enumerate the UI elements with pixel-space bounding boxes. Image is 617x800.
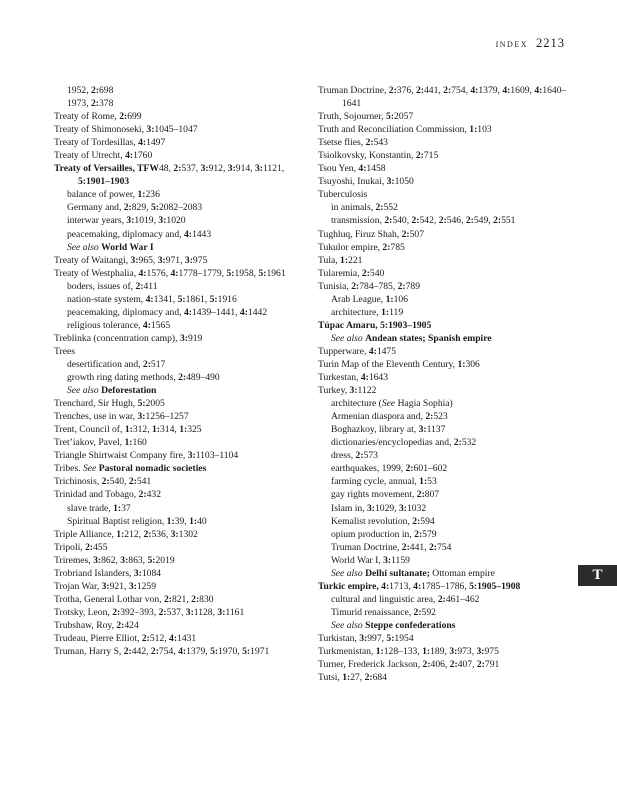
index-subentry: boders, issues of, 2:411 (67, 280, 158, 292)
index-entry: Trobriand Islanders, 3:1084 (54, 567, 162, 579)
index-entry: Truman Doctrine, 2:376, 2:441, 2:754, 4:1379, 4:1609, 4:1640–1641 (318, 85, 567, 110)
index-entry: Turkey, 3:1122 (318, 385, 377, 397)
index-entry: Trubshaw, Roy, 2:424 (54, 619, 139, 631)
index-entry: Tripoli, 2:455 (54, 541, 108, 553)
index-subentry: Armenian diaspora and, 2:523 (331, 411, 448, 423)
index-entry: Tula, 1:221 (318, 254, 363, 266)
index-entry: Túpac Amaru, 5:1903–1905 (318, 319, 432, 331)
index-subentry: 1952, 2:698 (67, 85, 114, 96)
index-subentry: Truman Doctrine, 2:441, 2:754 (331, 541, 452, 553)
index-entry: Trichinosis, 2:540, 2:541 (54, 476, 152, 488)
index-entry: Treaty of Rome, 2:699 (54, 111, 142, 123)
index-entry: Trojan War, 3:921, 3:1259 (54, 580, 156, 592)
index-subentry: earthquakes, 1999, 2:601–602 (331, 463, 448, 475)
index-entry: Trenches, use in war, 3:1256–1257 (54, 411, 189, 423)
index-entry: Tsetse flies, 2:543 (318, 137, 388, 149)
index-subentry: Boghazkoy, library at, 3:1137 (331, 424, 446, 436)
index-subentry: Germany and, 2:829, 5:2082–2083 (67, 202, 203, 214)
index-subentry: gay rights movement, 2:807 (331, 489, 440, 501)
index-subentry: in animals, 2:552 (331, 202, 398, 214)
index-subentry: nation-state system, 4:1341, 5:1861, 5:1916 (67, 293, 237, 305)
header-section-word: index (495, 36, 528, 50)
index-entry: Truth and Reconciliation Commission, 1:103 (318, 124, 492, 136)
index-entry: Treaty of Utrecht, 4:1760 (54, 150, 153, 162)
index-entry: Triremes, 3:862, 3:863, 5:2019 (54, 554, 175, 566)
index-subentry: transmission, 2:540, 2:542, 2:546, 2:549, 2:551 (331, 215, 516, 227)
index-entry: Tsou Yen, 4:1458 (318, 163, 386, 175)
index-entry: Treaty of Shimonoseki, 3:1045–1047 (54, 124, 198, 136)
index-entry: Tret’iakov, Pavel, 1:160 (54, 437, 147, 449)
index-entry: Treaty of Westphalia, 4:1576, 4:1778–1779, 5:1958, 5:1961 (54, 267, 286, 279)
index-entry: Triple Alliance, 1:212, 2:536, 3:1302 (54, 528, 198, 540)
index-entry: Turkic empire, 4:1713, 4:1785–1786, 5:1905–1908 (318, 580, 521, 592)
index-entry: Truth, Sojourner, 5:2057 (318, 111, 414, 123)
index-subentry: opium production in, 2:579 (331, 528, 437, 540)
index-subentry: See also Steppe confederations (331, 619, 456, 631)
index-subentry: See also Deforestation (67, 385, 157, 397)
index-column-right (318, 84, 568, 684)
index-entry: Trinidad and Tobago, 2:432 (54, 489, 161, 501)
index-entry: Triangle Shirtwaist Company fire, 3:1103–1104 (54, 450, 239, 462)
index-entry: Turner, Frederick Jackson, 2:406, 2:407, 2:791 (318, 659, 500, 671)
index-subentry: dress, 2:573 (331, 450, 378, 462)
index-column-left (54, 84, 309, 658)
index-entry: Treaty of Versailles, TFW48, 2:537, 3:912, 3:914, 3:1121, 5:1901–1903 (54, 163, 285, 188)
index-entry: Trotha, General Lothar von, 2:821, 2:830 (54, 593, 214, 605)
index-entry: Turin Map of the Eleventh Century, 1:306 (318, 358, 480, 370)
index-entry: Tunisia, 2:784–785, 2:789 (318, 280, 421, 292)
index-subentry: peacemaking, diplomacy and, 4:1439–1441, 4:1442 (67, 306, 268, 318)
index-entry: Tsuyoshi, Inukai, 3:1050 (318, 176, 414, 188)
index-subentry: See also Andean states; Spanish empire (331, 332, 492, 344)
index-entry: Turkestan, 4:1643 (318, 372, 389, 384)
index-entry: Truman, Harry S, 2:442, 2:754, 4:1379, 5:1970, 5:1971 (54, 646, 270, 658)
index-subentry: religious tolerance, 4:1565 (67, 319, 171, 331)
index-subentry: cultural and linguistic area, 2:461–462 (331, 593, 480, 605)
index-entry: Tupperware, 4:1475 (318, 345, 396, 357)
index-entry: Tuberculosis (318, 189, 368, 201)
index-subentry: See also Delhi sultanate; Ottoman empire (331, 567, 495, 579)
index-subentry: architecture, 1:119 (331, 306, 404, 318)
index-subentry: See also World War I (67, 241, 154, 253)
index-subentry: Timurid renaissance, 2:592 (331, 606, 436, 618)
index-entry: Trotsky, Leon, 2:392–393, 2:537, 3:1128, 3:1161 (54, 606, 245, 618)
index-subentry: Spiritual Baptist religion, 1:39, 1:40 (67, 515, 207, 527)
index-subentry: World War I, 3:1159 (331, 554, 410, 566)
index-subentry: Islam in, 3:1029, 3:1032 (331, 502, 427, 514)
index-subentry: 1973, 2:378 (67, 98, 114, 110)
index-subentry: desertification and, 2:517 (67, 358, 166, 370)
index-subentry: architecture (See Hagia Sophia) (331, 398, 453, 410)
index-subentry: slave trade, 1:37 (67, 502, 131, 514)
index-subentry: balance of power, 1:236 (67, 189, 160, 201)
index-subentry: peacemaking, diplomacy and, 4:1443 (67, 228, 212, 240)
index-entry: Tribes. See Pastoral nomadic societies (54, 463, 207, 475)
index-entry: Turkistan, 3:997, 5:1954 (318, 632, 414, 644)
index-entry: Trenchard, Sir Hugh, 5:2005 (54, 398, 165, 410)
index-subentry: Arab League, 1:106 (331, 293, 408, 305)
index-entry: Turkmenistan, 1:128–133, 1:189, 3:973, 3:975 (318, 646, 499, 658)
index-entry: Tularemia, 2:540 (318, 267, 385, 279)
index-entry: Treaty of Waitangi, 3:965, 3:971, 3:975 (54, 254, 208, 266)
index-entry: Tughluq, Firuz Shah, 2:507 (318, 228, 424, 240)
thumb-tab-letter[interactable]: T (578, 565, 617, 586)
index-subentry: farming cycle, annual, 1:53 (331, 476, 437, 488)
index-entry: Trees (54, 345, 75, 357)
index-subentry: dictionaries/encyclopedias and, 2:532 (331, 437, 477, 449)
index-subentry: interwar years, 3:1019, 3:1020 (67, 215, 186, 227)
index-entry: Tsiolkovsky, Konstantin, 2:715 (318, 150, 439, 162)
index-entry: Tutsi, 1:27, 2:684 (318, 672, 387, 684)
page-number: 2213 (536, 36, 565, 50)
index-entry: Trent, Council of, 1:312, 1:314, 1:325 (54, 424, 202, 436)
index-entry: Tukulor empire, 2:785 (318, 241, 405, 253)
running-header (496, 36, 565, 51)
index-entry: Trudeau, Pierre Elliot, 2:512, 4:1431 (54, 632, 197, 644)
index-subentry: growth ring dating methods, 2:489–490 (67, 372, 220, 384)
index-entry: Treaty of Tordesillas, 4:1497 (54, 137, 166, 149)
index-subentry: Kemalist revolution, 2:594 (331, 515, 435, 527)
index-entry: Treblinka (concentration camp), 3:919 (54, 332, 203, 344)
